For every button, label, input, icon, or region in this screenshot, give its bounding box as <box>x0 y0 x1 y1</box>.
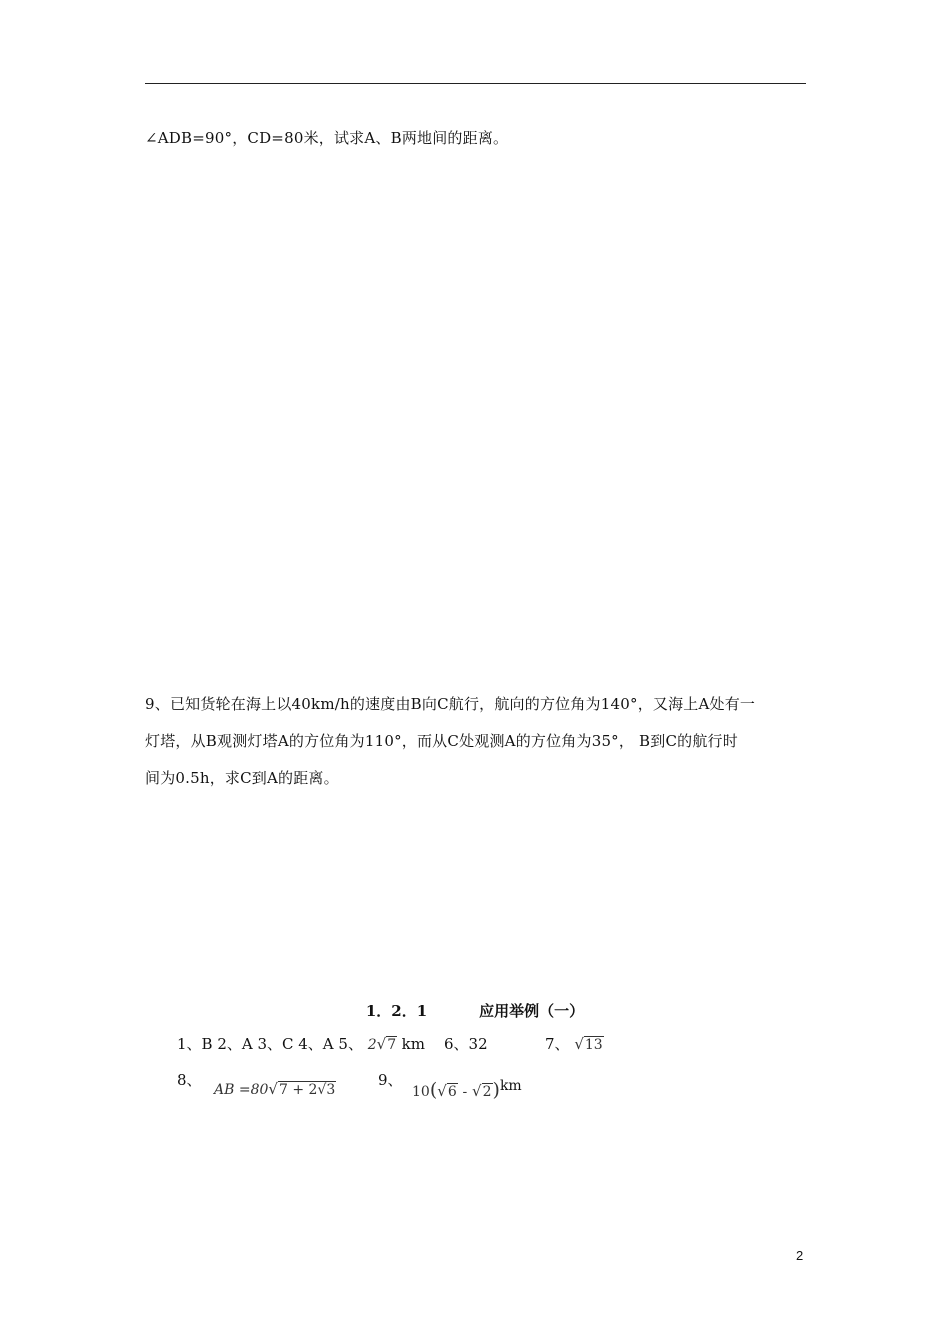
answer-7 <box>545 1033 604 1054</box>
answers-row-1 <box>177 1033 425 1054</box>
answers-1-to-4: 1、B 2、A 3、C 4、A 5、 <box>177 1035 363 1053</box>
answer-6: 6、32 <box>444 1035 488 1053</box>
answer-5-unit: km <box>401 1035 425 1053</box>
answer-9-expression: 10(√6 - √2)$^{km}$ <box>412 1078 522 1101</box>
answers-section-number: 1．2．1 <box>365 1002 428 1020</box>
question-9-line-1: 9、已知货轮在海上以40km/h的速度由B向C航行，航向的方位角为140°，又海上A处有一 <box>145 695 756 713</box>
question-8-continuation: ∠ADB=90°，CD=80米，试求A、B两地间的距离。 <box>145 129 509 147</box>
answer-5-expression: 2√7 <box>367 1035 397 1053</box>
question-9-line-3: 间为0.5h，求C到A的距离。 <box>145 769 339 787</box>
answers-section-name: 应用举例（一） <box>479 1002 585 1020</box>
answer-9-unit: km <box>499 1078 522 1094</box>
answer-8-label: 8、 <box>177 1071 202 1089</box>
answer-7-label: 7、 <box>545 1035 570 1053</box>
question-9-line-2: 灯塔，从B观测灯塔A的方位角为110°，而从C处观测A的方位角为35°， B到C的航行时 <box>145 732 738 750</box>
answer-9-label: 9、 <box>378 1071 403 1089</box>
answers-title <box>0 1000 950 1021</box>
answer-7-expression: √13 <box>574 1035 603 1053</box>
answer-8-expression: AB =80√7 + 2√3 <box>214 1080 336 1098</box>
page-number: 2 <box>796 1248 804 1263</box>
header-rule <box>145 83 806 84</box>
